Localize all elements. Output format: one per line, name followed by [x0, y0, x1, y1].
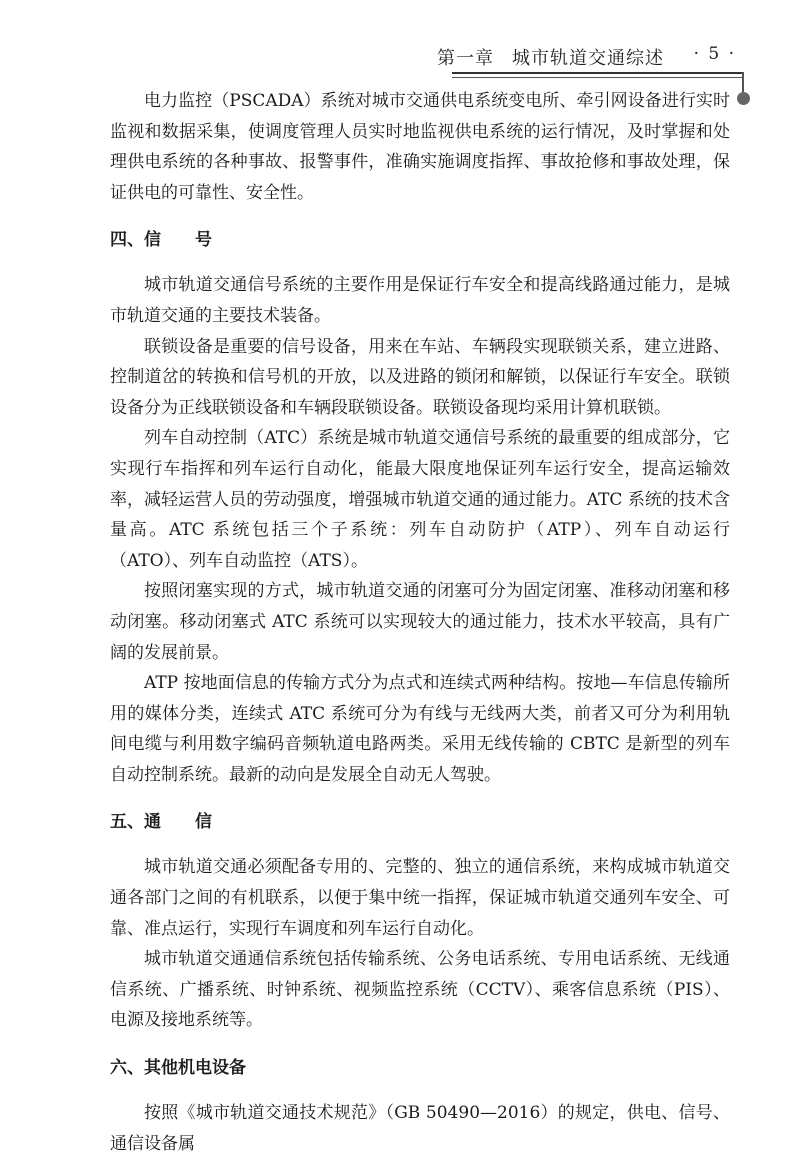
paragraph-atc: 列车自动控制（ATC）系统是城市轨道交通信号系统的最重要的组成部分，它实现行车指挥和列车运行自动化，能最大限度地保证列车运行安全，提高运输效率，减轻运营人员的劳动强度，增强城市轨道交通的通过能力。ATC 系统的技术含量高。ATC 系统包括三个子系统：列车自动防护（ATP）、列车自动运行（ATO）、列车自动监控（ATS）。 [110, 428, 730, 571]
page-body [110, 86, 730, 1159]
paragraph-pscada: 电力监控（PSCADA）系统对城市交通供电系统变电所、牵引网设备进行实时监视和数据采集，使调度管理人员实时地监视供电系统的运行情况，及时掌握和处理供电系统的各种事故、报警事件，准确实施调度指挥、事故抢修和事故处理，保证供电的可靠性、安全性。 [110, 91, 730, 203]
header-rule-tab [742, 72, 744, 94]
paragraph-comm-systems: 城市轨道交通通信系统包括传输系统、公务电话系统、专用电话系统、无线通信系统、广播系统、时钟系统、视频监控系统（CCTV）、乘客信息系统（PIS）、电源及接地系统等。 [110, 949, 730, 1031]
chapter-number: 第一章 [437, 48, 494, 69]
paragraph-comm-intro: 城市轨道交通必须配备专用的、完整的、独立的通信系统，来构成城市轨道交通各部门之间的有机联系，以便于集中统一指挥，保证城市轨道交通列车安全、可靠、准点运行，实现行车调度和列车运行自动化。 [110, 857, 730, 939]
paragraph-atp: ATP 按地面信息的传输方式分为点式和连续式两种结构。按地—车信息传输所用的媒体分类，连续式 ATC 系统可分为有线与无线两大类，前者又可分为利用轨间电缆与利用数字编码音频轨道电路两类。采用无线传输的 CBTC 是新型的列车自动控制系统。最新的动向是发展全自动无人驾驶。 [110, 673, 730, 785]
page-number: · 5 · [693, 44, 736, 64]
section-heading-communication: 五、通 信 [110, 812, 212, 833]
header-rule [452, 72, 742, 74]
header-dot-ornament [737, 92, 750, 105]
section-heading-other-equipment: 六、其他机电设备 [110, 1058, 246, 1079]
paragraph-interlocking: 联锁设备是重要的信号设备，用来在车站、车辆段实现联锁关系，建立进路、控制道岔的转换和信号机的开放，以及进路的锁闭和解锁，以保证行车安全。联锁设备分为正线联锁设备和车辆段联锁设备。联锁设备现均采用计算机联锁。 [110, 336, 730, 418]
chapter-title: 城市轨道交通综述 [512, 48, 664, 69]
paragraph-signal-intro: 城市轨道交通信号系统的主要作用是保证行车安全和提高线路通过能力，是城市轨道交通的主要技术装备。 [110, 275, 730, 326]
header-rule-thin [452, 77, 742, 78]
section-heading-signal: 四、信 号 [110, 230, 212, 251]
running-header [110, 40, 742, 76]
paragraph-block: 按照闭塞实现的方式，城市轨道交通的闭塞可分为固定闭塞、准移动闭塞和移动闭塞。移动闭塞式 ATC 系统可以实现较大的通过能力，技术水平较高，具有广阔的发展前景。 [110, 581, 730, 663]
header-title [437, 44, 664, 70]
paragraph-standard: 按照《城市轨道交通技术规范》（GB 50490—2016）的规定，供电、信号、通信设备属 [110, 1103, 730, 1154]
